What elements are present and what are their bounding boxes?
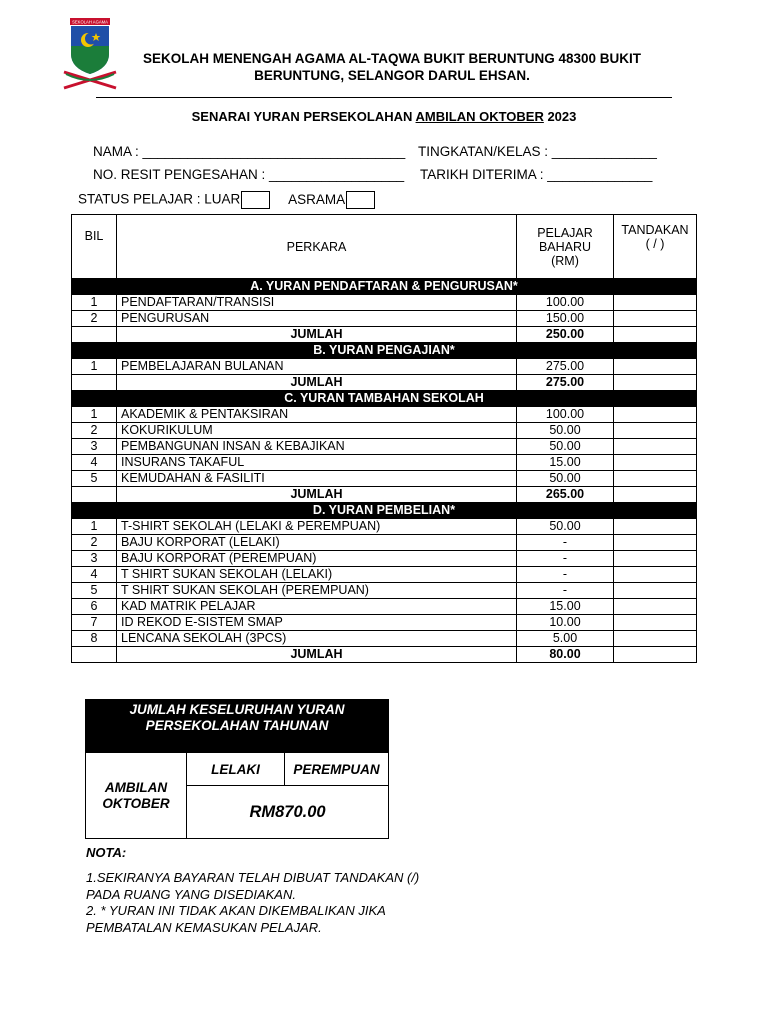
row-perkara: KAD MATRIK PELAJAR — [117, 599, 517, 615]
total-label: JUMLAH — [117, 647, 517, 663]
row-amount: 150.00 — [517, 311, 614, 327]
total-amount: 250.00 — [517, 327, 614, 343]
tandakan-cell[interactable] — [614, 423, 697, 439]
logo-banner-text: SEKOLAH AGAMA — [72, 19, 108, 25]
row-perkara: PENGURUSAN — [117, 311, 517, 327]
total-label: JUMLAH — [117, 375, 517, 391]
field-status-pelajar — [78, 191, 375, 209]
tandakan-cell[interactable] — [614, 295, 697, 311]
row-bil: 5 — [72, 583, 117, 599]
table-row — [72, 583, 697, 599]
row-bil: 1 — [72, 359, 117, 375]
tandakan-cell[interactable] — [614, 439, 697, 455]
total-row — [72, 327, 697, 343]
asrama-label: ASRAMA — [288, 191, 346, 207]
total-row — [72, 647, 697, 663]
row-perkara: T SHIRT SUKAN SEKOLAH (LELAKI) — [117, 567, 517, 583]
table-row — [72, 471, 697, 487]
tandakan-cell[interactable] — [614, 551, 697, 567]
document-title — [0, 109, 768, 124]
row-bil: 1 — [72, 407, 117, 423]
table-row — [72, 535, 697, 551]
tandakan-cell[interactable] — [614, 311, 697, 327]
nota-line4: PEMBATALAN KEMASUKAN PELAJAR. — [86, 919, 322, 935]
school-name-line1: SEKOLAH MENENGAH AGAMA AL-TAQWA BUKIT BERUNTUNG 48300 BUKIT — [142, 51, 641, 66]
section-title: C. YURAN TAMBAHAN SEKOLAH — [72, 391, 697, 407]
table-row — [72, 567, 697, 583]
nota-title: NOTA: — [86, 845, 127, 860]
row-perkara: KEMUDAHAN & FASILITI — [117, 471, 517, 487]
total-bil — [72, 375, 117, 391]
row-bil: 2 — [72, 311, 117, 327]
row-perkara: T-SHIRT SEKOLAH (LELAKI & PEREMPUAN) — [117, 519, 517, 535]
summary-amount: RM870.00 — [187, 786, 389, 839]
row-bil: 1 — [72, 295, 117, 311]
total-tandakan — [614, 375, 697, 391]
title-suffix: 2023 — [543, 109, 577, 124]
row-bil: 2 — [72, 423, 117, 439]
total-amount: 275.00 — [517, 375, 614, 391]
total-bil — [72, 487, 117, 503]
row-amount: 50.00 — [517, 423, 614, 439]
total-amount: 265.00 — [517, 487, 614, 503]
title-prefix: SENARAI YURAN PERSEKOLAHAN — [191, 109, 416, 124]
row-perkara: PENDAFTARAN/TRANSISI — [117, 295, 517, 311]
row-amount: 100.00 — [517, 407, 614, 423]
row-perkara: PEMBELAJARAN BULANAN — [117, 359, 517, 375]
row-perkara: KOKURIKULUM — [117, 423, 517, 439]
header-tandakan: TANDAKAN ( / ) — [614, 215, 697, 279]
row-perkara: ID REKOD E-SISTEM SMAP — [117, 615, 517, 631]
row-bil: 3 — [72, 551, 117, 567]
row-amount: - — [517, 551, 614, 567]
field-tarikh[interactable]: TARIKH DITERIMA : ______________ — [420, 167, 653, 182]
row-amount: - — [517, 583, 614, 599]
table-row — [72, 423, 697, 439]
row-amount: 50.00 — [517, 471, 614, 487]
table-row — [72, 295, 697, 311]
row-perkara: BAJU KORPORAT (LELAKI) — [117, 535, 517, 551]
total-label: JUMLAH — [117, 327, 517, 343]
section-header-row — [72, 279, 697, 295]
row-amount: 50.00 — [517, 439, 614, 455]
tandakan-cell[interactable] — [614, 455, 697, 471]
total-label: JUMLAH — [117, 487, 517, 503]
table-header-row — [72, 215, 697, 279]
row-amount: 50.00 — [517, 519, 614, 535]
tandakan-cell[interactable] — [614, 567, 697, 583]
row-amount: 15.00 — [517, 455, 614, 471]
row-perkara: T SHIRT SUKAN SEKOLAH (PEREMPUAN) — [117, 583, 517, 599]
row-bil: 3 — [72, 439, 117, 455]
row-amount: - — [517, 535, 614, 551]
school-name — [122, 50, 662, 84]
row-amount: 10.00 — [517, 615, 614, 631]
row-bil: 2 — [72, 535, 117, 551]
header-divider — [96, 97, 672, 98]
section-title: A. YURAN PENDAFTARAN & PENGURUSAN* — [72, 279, 697, 295]
table-row — [72, 407, 697, 423]
table-row — [72, 519, 697, 535]
table-row — [72, 455, 697, 471]
row-bil: 7 — [72, 615, 117, 631]
row-amount: 100.00 — [517, 295, 614, 311]
field-nama[interactable]: NAMA : ___________________________________ — [93, 144, 406, 159]
asrama-checkbox[interactable] — [346, 191, 375, 209]
table-row — [72, 359, 697, 375]
header-pelajar-baharu: PELAJAR BAHARU (RM) — [517, 215, 614, 279]
total-row — [72, 487, 697, 503]
nota-line2: PADA RUANG YANG DISEDIAKAN. — [86, 886, 296, 902]
tandakan-cell[interactable] — [614, 407, 697, 423]
luar-checkbox[interactable] — [241, 191, 270, 209]
row-bil: 8 — [72, 631, 117, 647]
row-perkara: LENCANA SEKOLAH (3PCS) — [117, 631, 517, 647]
table-row — [72, 631, 697, 647]
field-tingkatan[interactable]: TINGKATAN/KELAS : ______________ — [418, 144, 657, 159]
nota-body — [86, 870, 506, 936]
row-bil: 4 — [72, 455, 117, 471]
row-perkara: AKADEMIK & PENTAKSIRAN — [117, 407, 517, 423]
summary-perempuan: PEREMPUAN — [285, 753, 389, 786]
total-amount: 80.00 — [517, 647, 614, 663]
table-row — [72, 311, 697, 327]
table-row — [72, 551, 697, 567]
tandakan-cell[interactable] — [614, 535, 697, 551]
total-row — [72, 375, 697, 391]
row-perkara: INSURANS TAKAFUL — [117, 455, 517, 471]
total-tandakan — [614, 327, 697, 343]
tandakan-cell[interactable] — [614, 583, 697, 599]
tandakan-cell[interactable] — [614, 615, 697, 631]
tandakan-cell[interactable] — [614, 519, 697, 535]
section-header-row — [72, 343, 697, 359]
row-amount: - — [517, 567, 614, 583]
status-label: STATUS PELAJAR : LUAR — [78, 191, 241, 207]
row-bil: 6 — [72, 599, 117, 615]
row-amount: 5.00 — [517, 631, 614, 647]
row-bil: 1 — [72, 519, 117, 535]
section-header-row — [72, 503, 697, 519]
total-tandakan — [614, 487, 697, 503]
nota-line1: 1.SEKIRANYA BAYARAN TELAH DIBUAT TANDAKAN (/) — [86, 870, 420, 885]
row-perkara: PEMBANGUNAN INSAN & KEBAJIKAN — [117, 439, 517, 455]
section-header-row — [72, 391, 697, 407]
header-perkara: PERKARA — [117, 215, 517, 279]
total-bil — [72, 647, 117, 663]
row-amount: 275.00 — [517, 359, 614, 375]
fee-table — [71, 214, 697, 663]
school-name-line2: BERUNTUNG, SELANGOR DARUL EHSAN. — [254, 68, 530, 83]
section-title: B. YURAN PENGAJIAN* — [72, 343, 697, 359]
row-bil: 4 — [72, 567, 117, 583]
summary-lelaki: LELAKI — [187, 753, 285, 786]
summary-table — [85, 699, 389, 839]
field-resit[interactable]: NO. RESIT PENGESAHAN : __________________ — [93, 167, 405, 182]
row-amount: 15.00 — [517, 599, 614, 615]
summary-header: JUMLAH KESELURUHAN YURAN PERSEKOLAHAN TAHUNAN — [86, 700, 389, 753]
tandakan-cell[interactable] — [614, 631, 697, 647]
title-underlined: AMBILAN OKTOBER — [415, 109, 544, 124]
total-tandakan — [614, 647, 697, 663]
school-logo — [60, 16, 120, 94]
table-row — [72, 615, 697, 631]
row-bil: 5 — [72, 471, 117, 487]
table-row — [72, 599, 697, 615]
tandakan-cell[interactable] — [614, 599, 697, 615]
tandakan-cell[interactable] — [614, 471, 697, 487]
tandakan-cell[interactable] — [614, 359, 697, 375]
header-bil: BIL — [72, 215, 117, 279]
summary-ambilan: AMBILAN OKTOBER — [86, 753, 187, 839]
section-title: D. YURAN PEMBELIAN* — [72, 503, 697, 519]
row-perkara: BAJU KORPORAT (PEREMPUAN) — [117, 551, 517, 567]
total-bil — [72, 327, 117, 343]
nota-line3: 2. * YURAN INI TIDAK AKAN DIKEMBALIKAN JIKA — [86, 903, 386, 918]
table-row — [72, 439, 697, 455]
